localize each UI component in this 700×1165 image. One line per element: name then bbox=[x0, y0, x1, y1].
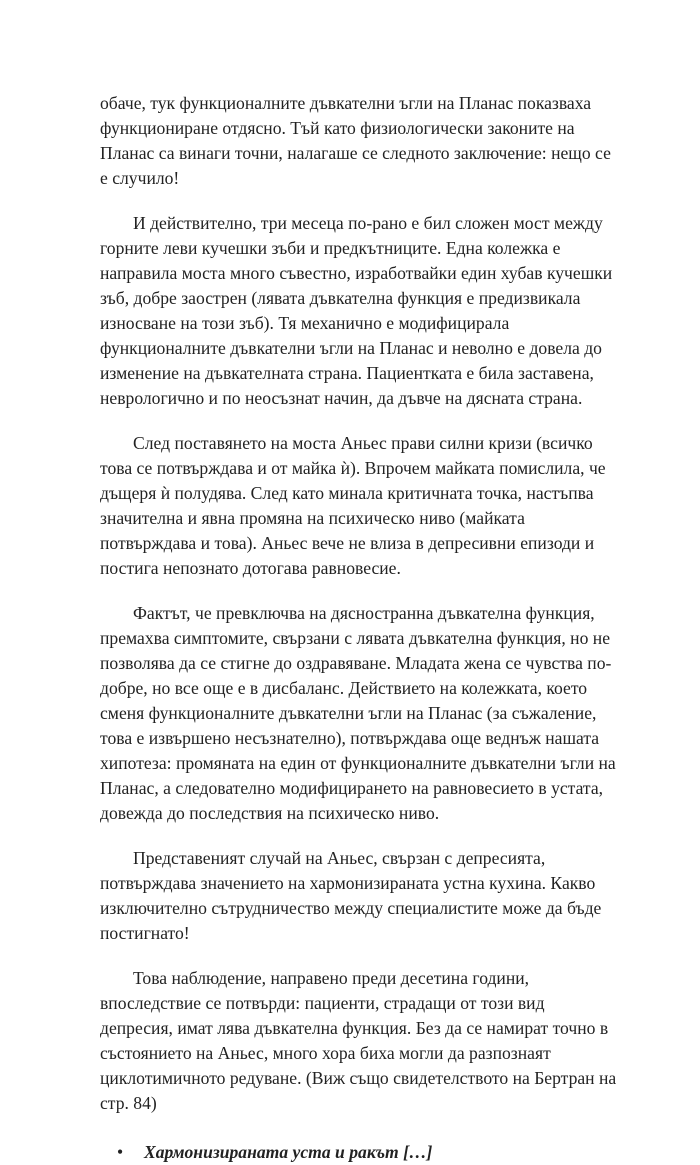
paragraph-crises: След поставянето на моста Аньес прави силни кризи (всичко това се потвърждава и от майка ѝ). Впрочем майката помислила, че дъщеря ѝ полудява. След като минала критичната точка, настъпва значителна и явна промяна на психическо ниво (майката потвърждава и това). Аньес вече не влиза в депресивни епизоди и постига непознато дотогава равновесие. bbox=[100, 433, 606, 578]
document-page bbox=[100, 91, 620, 1165]
section-bullet-item bbox=[100, 1140, 620, 1165]
paragraph-continuation: обаче, тук функционалните дъвкателни ъгли на Планас показваха функциониране отдясно. Тъй като физиологически законите на Планас са винаги точни, налагаше се следното заключение: нещо се е случило! bbox=[100, 93, 611, 188]
bullet-heading: Хармонизираната уста и ракът […] bbox=[144, 1142, 433, 1162]
bullet-icon: • bbox=[117, 1142, 124, 1162]
paragraph-observation: Това наблюдение, направено преди десетина години, впоследствие се потвърди: пациенти, страдащи от този вид депресия, имат лява дъвкателна функция. Без да се намират точно в състоянието на Аньес, много хора биха могли да разпознаят циклотимичното редуване. (Виж също свидетелството на Бертран на стр. 84) bbox=[100, 968, 617, 1113]
paragraph-hypothesis: Фактът, че превключва на дясностранна дъвкателна функция, премахва симптомите, свързани с лявата дъвкателна функция, но не позволява да се стигне до оздравяване. Младата жена се чувства по-добре, но все още е в дисбаланс. Действието на колежката, което сменя функционалните дъвкателни ъгли на Планас (за съжаление, това е извършено несъзнателно), потвърждава още веднъж нашата хипотеза: промяната на един от функционалните дъвкателни ъгли на Планас, а следователно модифицирането на равновесието в устата, довежда до последствия на психическо ниво. bbox=[100, 603, 616, 823]
paragraph-conclusion: Представеният случай на Аньес, свързан с депресията, потвърждава значението на хармонизираната устна кухина. Какво изключително сътрудничество между специалистите може да бъде постигнато! bbox=[100, 848, 602, 943]
paragraph-bridge-story: И действително, три месеца по-рано е бил сложен мост между горните леви кучешки зъби и предкътниците. Една колежка е направила моста много съвестно, изработвайки един хубав кучешки зъб, добре заострен (лявата дъвкателна функция е предизвикала износване на този зъб). Тя механично е модифицирала функционалните дъвкателни ъгли на Планас и неволно е довела до изменение на дъвкателната страна. Пациентката е била заставена, неврологично и по неосъзнат начин, да дъвче на дясната страна. bbox=[100, 213, 613, 408]
